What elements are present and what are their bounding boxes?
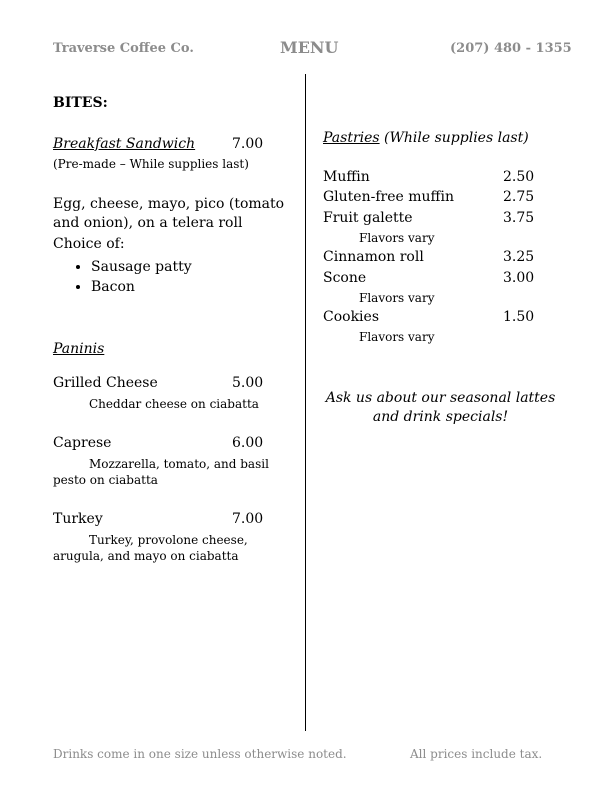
pastry-name: Cinnamon roll bbox=[323, 249, 424, 265]
panini-desc: Turkey, provolone cheese, bbox=[89, 533, 248, 547]
panini-name: Caprese bbox=[53, 435, 112, 451]
panini-desc-cont: pesto on ciabatta bbox=[53, 473, 158, 487]
pastry-name: Cookies bbox=[323, 309, 379, 325]
special-line: and drink specials! bbox=[372, 409, 509, 425]
footer-tax-note: All prices include tax. bbox=[410, 747, 543, 761]
seasonal-special-note bbox=[323, 389, 558, 427]
footer-drinks-note: Drinks come in one size unless otherwise noted. bbox=[53, 747, 347, 761]
pastry-note: Flavors vary bbox=[359, 231, 435, 245]
breakfast-sandwich-name: Breakfast Sandwich bbox=[53, 136, 196, 152]
panini-price: 6.00 bbox=[232, 435, 264, 451]
pastry-note: Flavors vary bbox=[359, 330, 435, 344]
page-title: MENU bbox=[280, 38, 339, 57]
pastry-name: Muffin bbox=[323, 169, 370, 185]
choice-label: Choice of: bbox=[53, 236, 125, 252]
panini-name: Turkey bbox=[53, 511, 103, 527]
pastry-price: 3.75 bbox=[503, 210, 535, 226]
bites-heading: BITES: bbox=[53, 95, 108, 111]
panini-name: Grilled Cheese bbox=[53, 375, 158, 391]
panini-desc-cont: arugula, and mayo on ciabatta bbox=[53, 549, 239, 563]
breakfast-desc-line1: Egg, cheese, mayo, pico (tomato bbox=[53, 196, 285, 212]
pastries-heading-row bbox=[323, 130, 529, 146]
pastries-heading-note: (While supplies last) bbox=[379, 130, 529, 146]
breakfast-sandwich-note: (Pre-made – While supplies last) bbox=[53, 157, 249, 171]
pastry-price: 2.50 bbox=[503, 169, 535, 185]
pastry-name: Fruit galette bbox=[323, 210, 413, 226]
choice-item: • Bacon bbox=[91, 277, 192, 297]
breakfast-desc-line2: and onion), on a telera roll bbox=[53, 215, 243, 231]
pastry-name: Scone bbox=[323, 270, 367, 286]
pastry-price: 3.25 bbox=[503, 249, 535, 265]
phone-number: (207) 480 - 1355 bbox=[450, 41, 572, 56]
paninis-heading: Paninis bbox=[53, 341, 105, 357]
pastries-heading: Pastries bbox=[323, 130, 380, 146]
pastry-price: 1.50 bbox=[503, 309, 535, 325]
pastry-name: Gluten-free muffin bbox=[323, 189, 454, 205]
column-divider bbox=[305, 74, 306, 731]
pastry-note: Flavors vary bbox=[359, 291, 435, 305]
special-line: Ask us about our seasonal lattes bbox=[325, 390, 556, 406]
pastry-price: 3.00 bbox=[503, 270, 535, 286]
business-name: Traverse Coffee Co. bbox=[53, 41, 194, 56]
choice-list bbox=[53, 257, 192, 297]
panini-price: 7.00 bbox=[232, 511, 264, 527]
panini-desc: Cheddar cheese on ciabatta bbox=[89, 397, 259, 411]
breakfast-sandwich-price: 7.00 bbox=[232, 136, 264, 152]
pastry-price: 2.75 bbox=[503, 189, 535, 205]
choice-item: • Sausage patty bbox=[91, 257, 192, 277]
panini-price: 5.00 bbox=[232, 375, 264, 391]
panini-desc: Mozzarella, tomato, and basil bbox=[89, 457, 269, 471]
